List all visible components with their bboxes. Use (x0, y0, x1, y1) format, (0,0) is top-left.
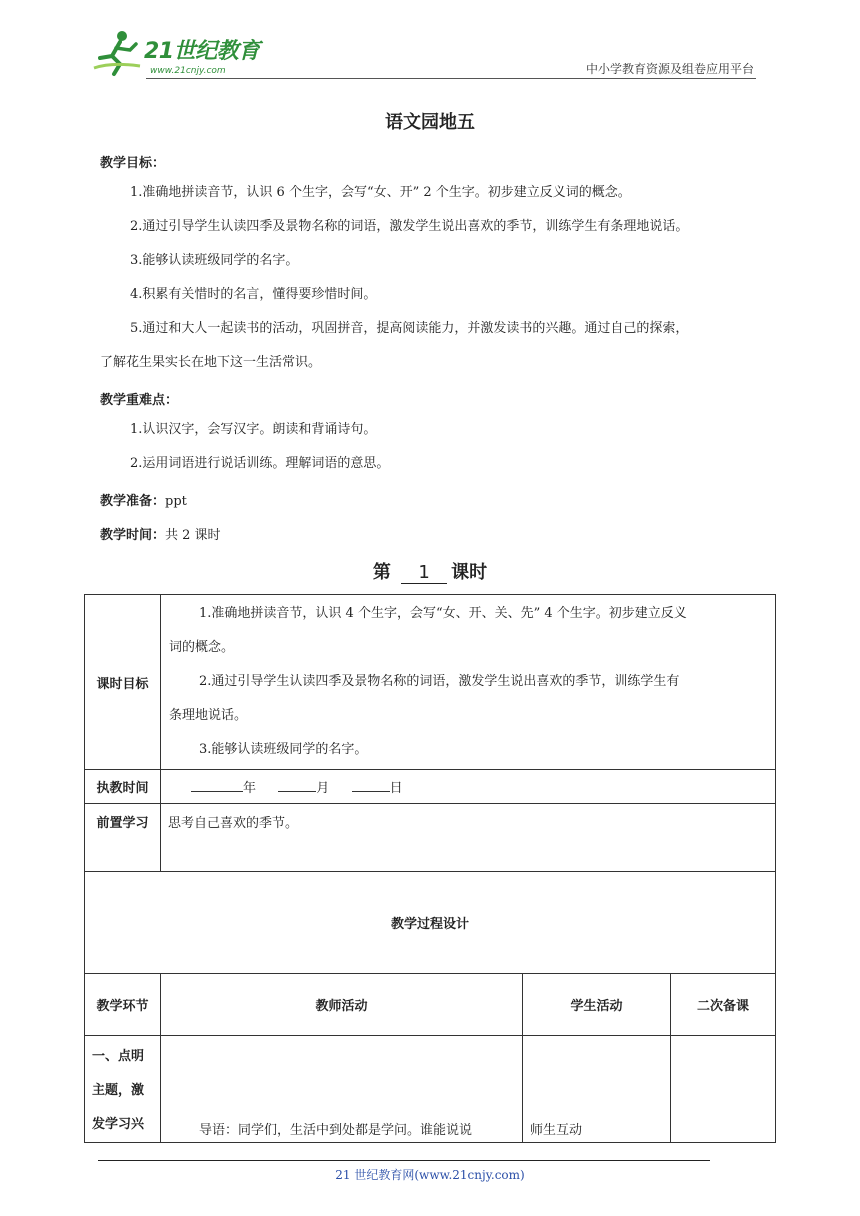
footer-text: 21 世纪教育网(www.21cnjy.com) (335, 1168, 525, 1182)
key-point-item: 1.认识汉字，会写汉字。朗读和背诵诗句。 (130, 422, 377, 437)
stage-cell: 一、点明主题，激发学习兴 (85, 1036, 161, 1143)
objective-item: 5.通过和大人一起读书的活动，巩固拼音，提高阅读能力，并激发读书的兴趣。通过自己的探索， (130, 321, 689, 336)
year-blank (191, 779, 243, 792)
logo (92, 28, 262, 80)
table-header-row (85, 974, 776, 1036)
pre-study-value: 思考自己喜欢的季节。 (161, 804, 776, 872)
notes-cell (671, 1036, 776, 1143)
table-row (85, 1036, 776, 1143)
col-stage: 教学环节 (85, 974, 161, 1036)
teacher-cell: 导语：同学们，生活中到处都是学问。谁能说说 (161, 1036, 523, 1143)
lesson-number: 1 (401, 562, 447, 584)
lesson-table (84, 594, 776, 1143)
goal-content: 1.准确地拼读音节，认识 4 个生字，会写“女、开、关、先” 4 个生字。初步建立反义 词的概念。 2.通过引导学生认读四季及景物名称的词语，激发学生说出喜欢的季节，训练学生有 条理地说话。 3.能够认读班级同学的名字。 (161, 595, 776, 770)
key-points-label: 教学重难点： (100, 393, 179, 408)
table-row (85, 872, 776, 974)
goal-label: 课时目标 (85, 595, 161, 770)
process-title: 教学过程设计 (85, 872, 776, 974)
footer-divider (98, 1160, 710, 1161)
col-notes: 二次备课 (671, 974, 776, 1036)
preparation (100, 490, 187, 509)
col-student: 学生活动 (523, 974, 671, 1036)
date-label: 执教时间 (85, 770, 161, 804)
page-title: 语文园地五 (385, 112, 475, 133)
pre-study-label: 前置学习 (85, 804, 161, 872)
logo-url: www.21cnjy.com (150, 66, 226, 76)
day-blank (352, 779, 390, 792)
key-points-list (100, 413, 768, 481)
header-divider (146, 78, 756, 79)
lesson-suffix: 课时 (451, 562, 488, 583)
platform-name: 中小学教育资源及组卷应用平台 (585, 62, 754, 76)
preparation-value: ppt (165, 494, 187, 509)
student-cell: 师生互动 (523, 1036, 671, 1143)
table-row (85, 595, 776, 770)
objective-item: 3.能够认读班级同学的名字。 (130, 253, 299, 268)
date-field: 年 月 日 (161, 770, 776, 804)
objective-item: 2.通过引导学生认读四季及景物名称的词语，激发学生说出喜欢的季节，训练学生有条理地说话。 (130, 219, 689, 234)
objective-item: 4.积累有关惜时的名言，懂得要珍惜时间。 (130, 287, 377, 302)
lesson-prefix: 第 (372, 562, 391, 583)
objectives-label: 教学目标： (100, 156, 166, 171)
logo-text: 21世纪教育 (144, 39, 260, 64)
teaching-time-label: 教学时间： (100, 528, 166, 543)
col-teacher: 教师活动 (161, 974, 523, 1036)
objective-item: 1.准确地拼读音节，认识 6 个生字，会写“女、开” 2 个生字。初步建立反义词的概念。 (130, 185, 631, 200)
page-header (88, 26, 756, 84)
key-point-item: 2.运用词语进行说话训练。理解词语的意思。 (130, 456, 390, 471)
month-blank (278, 779, 316, 792)
teaching-time-value: 共 2 课时 (165, 528, 221, 543)
lesson-title (0, 558, 860, 584)
teaching-time (100, 524, 221, 543)
preparation-label: 教学准备： (100, 494, 166, 509)
objective-item-cont: 了解花生果实长在地下这一生活常识。 (100, 355, 322, 370)
table-row (85, 804, 776, 872)
runner-logo-icon (92, 28, 146, 78)
table-row (85, 770, 776, 804)
objectives-list (100, 176, 768, 380)
